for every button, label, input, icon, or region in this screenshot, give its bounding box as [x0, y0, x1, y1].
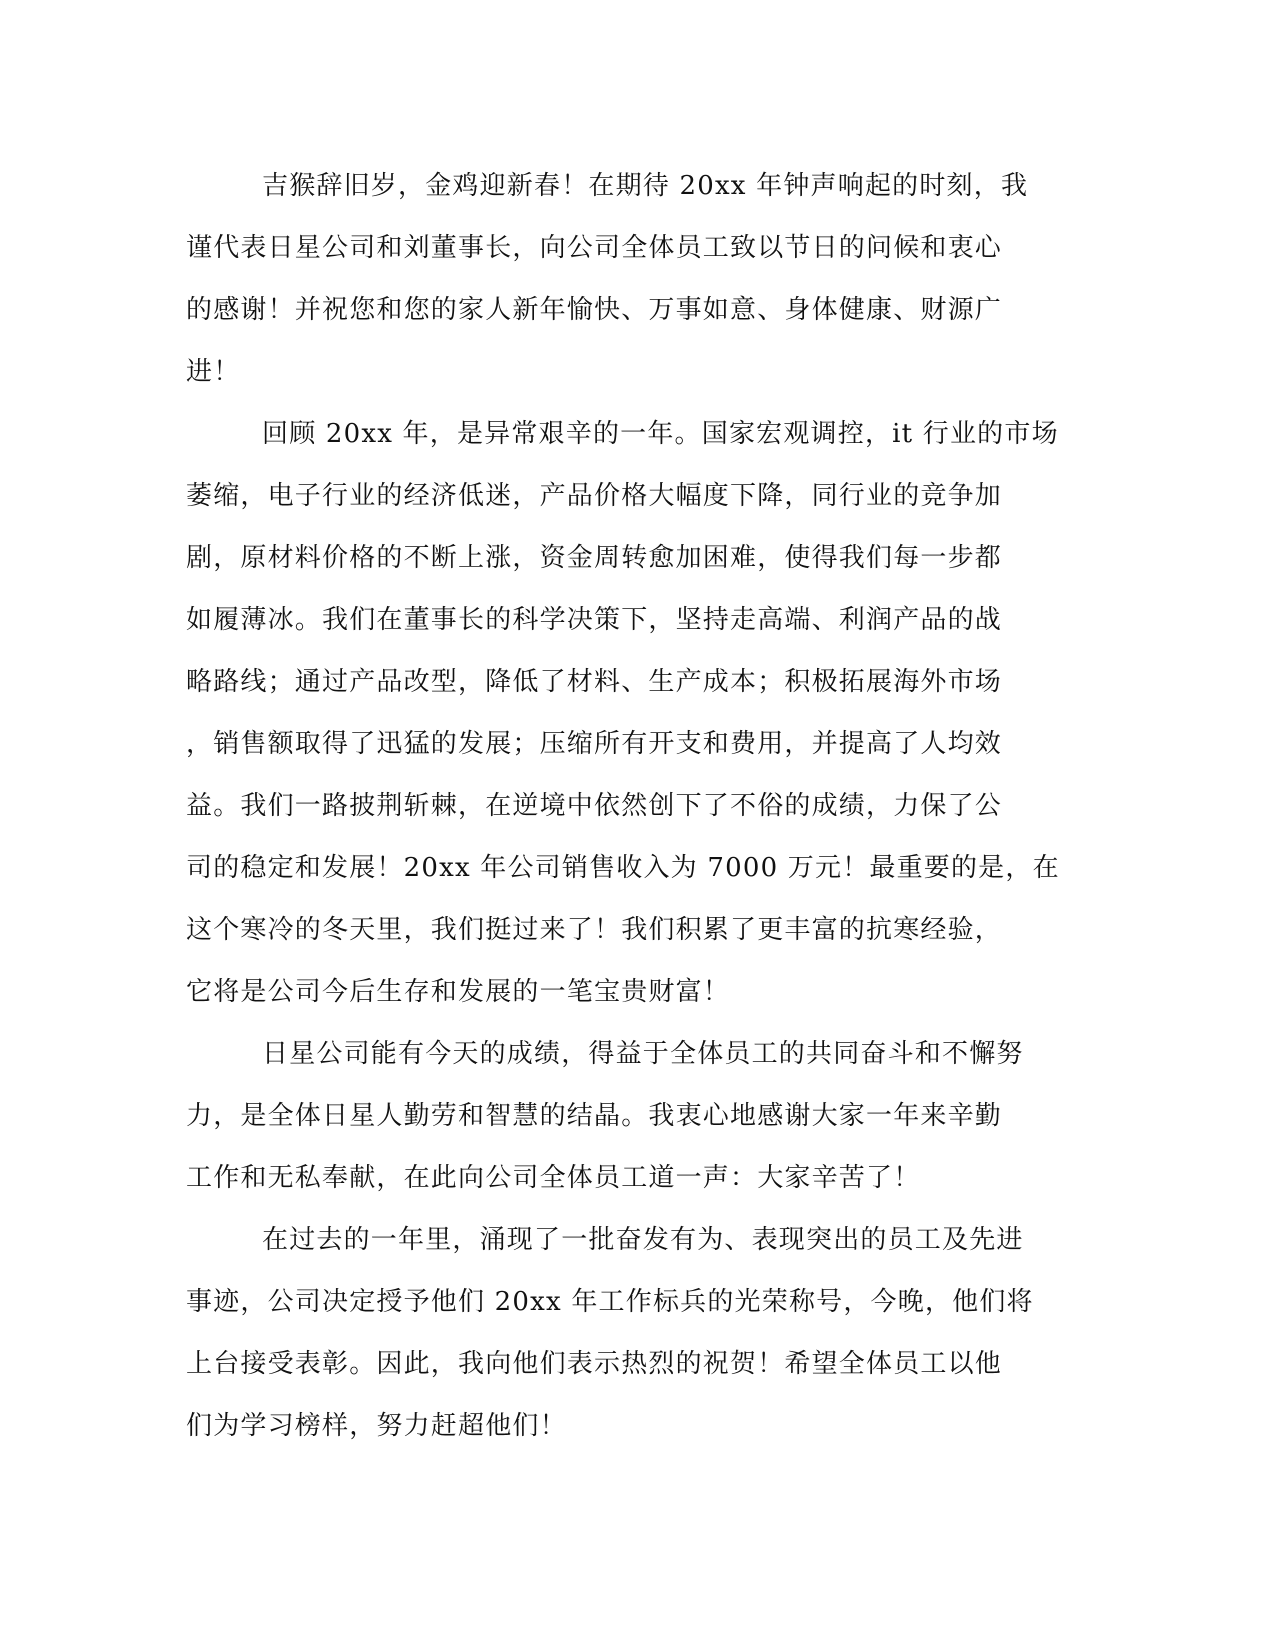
paragraph-line: ，销售额取得了迅猛的发展；压缩所有开支和费用，并提高了人均效 — [186, 729, 1003, 759]
paragraph-line: 进！ — [186, 357, 241, 387]
paragraph-line: 工作和无私奉献，在此向公司全体员工道一声：大家辛苦了！ — [186, 1163, 921, 1193]
paragraph-new-year-greeting — [186, 155, 1081, 403]
document-body — [186, 155, 1081, 1457]
paragraph-line: 们为学习榜样，努力赶超他们！ — [186, 1411, 567, 1441]
paragraph-line: 剧，原材料价格的不断上涨，资金周转愈加困难，使得我们每一步都 — [186, 543, 1003, 573]
paragraph-line: 日星公司能有今天的成绩，得益于全体员工的共同奋斗和不懈努 — [262, 1039, 1024, 1069]
paragraph-line: 益。我们一路披荆斩棘，在逆境中依然创下了不俗的成绩，力保了公 — [186, 791, 1003, 821]
paragraph-line: 上台接受表彰。因此，我向他们表示热烈的祝贺！希望全体员工以他 — [186, 1349, 1003, 1379]
paragraph-line: 回顾 20xx 年，是异常艰辛的一年。国家宏观调控，it 行业的市场 — [262, 419, 1059, 449]
paragraph-year-review — [186, 403, 1081, 1023]
paragraph-line: 司的稳定和发展！20xx 年公司销售收入为 7000 万元！最重要的是，在 — [186, 853, 1060, 883]
paragraph-line: 如履薄冰。我们在董事长的科学决策下，坚持走高端、利润产品的战 — [186, 605, 1003, 635]
paragraph-line: 的感谢！并祝您和您的家人新年愉快、万事如意、身体健康、财源广 — [186, 295, 1003, 325]
paragraph-line: 这个寒冷的冬天里，我们挺过来了！我们积累了更丰富的抗寒经验， — [186, 915, 1003, 945]
paragraph-line: 事迹，公司决定授予他们 20xx 年工作标兵的光荣称号，今晚，他们将 — [186, 1287, 1034, 1317]
paragraph-line: 萎缩，电子行业的经济低迷，产品价格大幅度下降，同行业的竞争加 — [186, 481, 1003, 511]
paragraph-award-recognition — [186, 1209, 1081, 1457]
paragraph-line: 在过去的一年里，涌现了一批奋发有为、表现突出的员工及先进 — [262, 1225, 1024, 1255]
paragraph-line: 略路线；通过产品改型，降低了材料、生产成本；积极拓展海外市场 — [186, 667, 1003, 697]
paragraph-line: 吉猴辞旧岁，金鸡迎新春！在期待 20xx 年钟声响起的时刻，我 — [262, 171, 1029, 201]
paragraph-line: 力，是全体日星人勤劳和智慧的结晶。我衷心地感谢大家一年来辛勤 — [186, 1101, 1003, 1131]
paragraph-employee-thanks — [186, 1023, 1081, 1209]
paragraph-line: 谨代表日星公司和刘董事长，向公司全体员工致以节日的问候和衷心 — [186, 233, 1003, 263]
paragraph-line: 它将是公司今后生存和发展的一笔宝贵财富！ — [186, 977, 731, 1007]
